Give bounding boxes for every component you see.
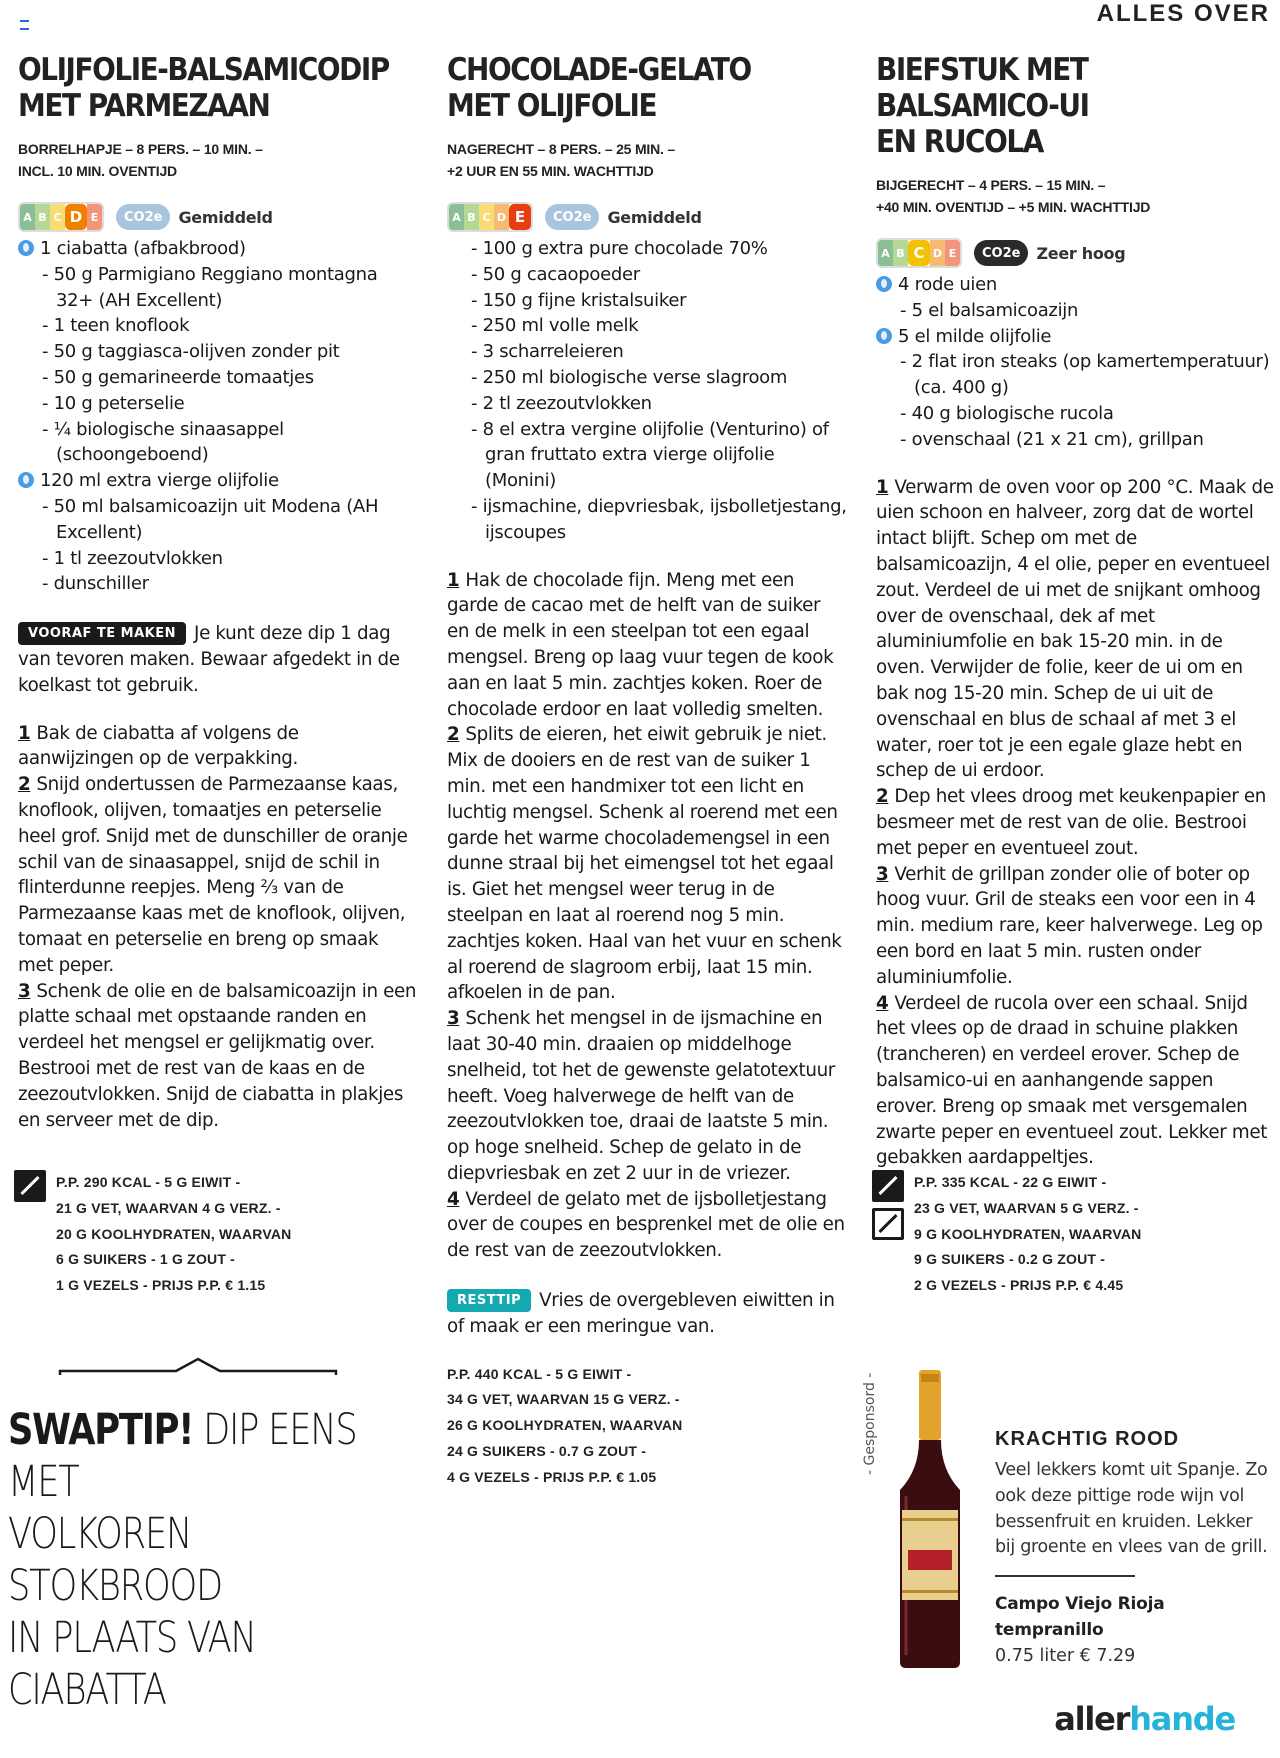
ingredient-item [876,272,1276,298]
ingredient-text: - 50 g taggiasca-olijven zonder pit [42,341,340,363]
ingredient-item [18,236,418,262]
ingredient-text: - 10 g peterselie [42,392,185,414]
nutrition-line: P.P. 290 KCAL - 5 G EIWIT - [56,1174,241,1190]
tip-badge: RESTTIP [447,1289,531,1312]
meta-line: +2 UUR EN 55 MIN. WACHTTIJD [447,163,654,179]
step-number: 2 [447,724,460,746]
tip-paragraph [447,1288,847,1340]
step-number: 1 [447,569,460,591]
step-text: Schenk het mengsel in de ijsmachine en laat 30-40 min. draaien op middelhoge snelheid, tot het de gewenste gelatotextuur heeft. Voeg halverwege de helft van de zeezoutvlokken toe, draai de laatste 5 min. op hoge snelheid. Schep de gelato in de diepvriesbak en zet 2 uur in de vriezer. [447,1008,835,1184]
step-paragraph [18,979,418,1134]
ingredient-text: - 1 tl zeezoutvlokken [42,547,223,569]
nutri-letter: B [35,204,50,230]
ingredient-item [890,401,1276,427]
nutrition-line: 23 G VET, WAARVAN 5 G VERZ. - [914,1199,1139,1216]
step-number: 4 [447,1188,460,1210]
ingredient-list [447,236,847,546]
step-text: Verwarm de oven voor op 200 °C. Maak de uien schoon en halveer, zorg dat de wortel intact blijft. Schep om met de balsamicoazijn, 4 el olie, peper en eventueel zout. Verdeel de ui met de snijkant omhoog over de ovenschaal, dek af met aluminiumfolie en bak 15-20 min. in de oven. Verwijder de folie, keer de ui om en bak nog 15-20 min. Schep de ui uit de ovenschaal en blus de schaal af met 3 el water, roer tot je een egale glaze hebt en schep de ui erdoor. [876,476,1274,782]
ingredient-item [890,349,1276,401]
ingredient-list [18,236,418,597]
ingredient-text: - ijsmachine, diepvriesbak, ijsbolletjestang, ijscoupes [471,495,847,543]
step-text: Splits de eieren, het eiwit gebruik je niet. Mix de dooiers en de rest van de suiker 1 min. met een handmixer tot een licht en luchtig mengsel. Schenk al roerend met een garde het warme chocolademengsel in een dunne straal bij het eimengsel tot het egaal is. Giet het mengsel weer terug in de steelpan en laat al roerend nog 5 min. zachtjes koken. Haal van het vuur en schenk al roerend de slagroom erbij, laat 15 min. afkoelen in de pan. [447,724,842,1004]
step-number: 3 [18,980,31,1002]
ingredient-text: - 8 el extra vergine olijfolie (Venturino) of gran fruttato extra vierge olijfolie (Monini) [471,418,829,492]
ingredient-text: - 5 el balsamicoazijn [900,299,1079,321]
step-paragraph [876,862,1276,991]
nutri-letter: A [878,240,893,266]
wine-ad [995,1426,1275,1669]
step-text: Hak de chocolade fijn. Meng met een garde de cacao met de helft van de suiker en de melk in een steelpan tot een egaal mengsel. Breng op laag vuur tegen de kook aan en laat 5 min. zachtjes koken. Roer de chocolade erdoor en laat volledig smelten. [447,569,834,720]
nutrition-info [447,1362,847,1491]
swaptip-label: SWAPTIP! [8,1405,194,1455]
nutrition-line: 9 G KOOLHYDRATEN, WAARVAN [914,1225,1142,1242]
step-number: 3 [447,1008,460,1030]
ingredient-item [461,417,847,494]
wine-bottle-icon [890,1370,970,1670]
nutri-letter: D [65,204,87,230]
nutri-letter: B [893,240,908,266]
ingredient-text: 1 ciabatta (afbakbrood) [40,238,246,259]
ingredient-text: - 250 ml volle melk [471,315,639,337]
nutri-letter: C [908,240,930,266]
step-number: 2 [876,786,889,808]
ingredient-text: - ovenschaal (21 x 21 cm), grillpan [900,428,1204,450]
nutri-letter: E [87,204,102,230]
nutrition-line: 24 G SUIKERS - 0.7 G ZOUT - [447,1443,647,1460]
step-text: Snijd ondertussen de Parmezaanse kaas, knoflook, olijven, tomaatjes en peterselie heel grof. Snijd met de dunschiller de oranje schil van de sinaasappel, snijd de schil in flinterdunne reepjes. Meng ⅔ van de Parmezaanse kaas met de knoflook, olijven, tomaat en peterselie en breng op smaak met peper. [18,774,408,976]
step-paragraph [18,772,418,978]
nutri-letter: B [464,204,479,230]
tip-badge: VOORAF TE MAKEN [18,622,186,645]
nutrition-line: 4 G VEZELS - PRIJS P.P. € 1.05 [447,1468,657,1485]
ingredient-item [32,571,418,597]
recipe-column-2 [447,52,847,1491]
recipe-column-3 [876,52,1276,1171]
water-drop-icon [876,328,892,344]
step-paragraph [447,722,847,1006]
step-number: 1 [18,722,31,744]
co2-icon: CO2e [116,204,170,230]
nutri-letter: A [20,204,35,230]
ingredient-list [876,272,1276,453]
title-line: OLIJFOLIE-BALSAMICODIP [18,52,389,88]
step-text: Verdeel de gelato met de ijsbolletjestang over de coupes en besprenkel met de olie en de rest van de zeezoutvlokken. [447,1188,845,1262]
ingredient-text: - ¼ biologische sinaasappel (schoongeboend) [42,418,284,466]
wine-divider [995,1575,1135,1577]
meta-line: NAGERECHT – 8 PERS. – 25 MIN. – [447,141,675,157]
ingredient-text: - 100 g extra pure chocolade 70% [471,238,768,259]
wine-description: Veel lekkers komt uit Spanje. Zo ook deze pittige rode wijn vol bessenfruit en kruiden. Lekker bij groente en vlees van de grill. [995,1460,1268,1558]
nutri-score-badge [18,202,104,232]
water-drop-icon [876,276,892,292]
step-paragraph [447,1006,847,1187]
ingredient-text: 120 ml extra vierge olijfolie [40,470,279,492]
meta-line: BORRELHAPJE – 8 PERS. – 10 MIN. – [18,141,263,157]
swaptip [8,1404,410,1716]
ingredient-text: - 50 g cacaopoeder [471,263,640,285]
brand-part: hande [1129,1700,1235,1738]
ingredient-text: - 3 scharreleieren [471,341,624,363]
nutri-letter: E [509,204,531,230]
nutrition-line: P.P. 335 KCAL - 22 G EIWIT - [914,1174,1107,1190]
nutrition-line: 2 G VEZELS - PRIJS P.P. € 4.45 [914,1277,1124,1294]
menu-icon [20,20,29,30]
ingredient-text: - dunschiller [42,573,149,595]
water-drop-icon [18,472,34,488]
title-line: EN RUCOLA [876,124,1043,160]
step-paragraph [447,568,847,723]
ingredient-item [32,391,418,417]
co2-level: Zeer hoog [1036,243,1126,263]
ingredient-item [32,365,418,391]
ingredient-text: - 2 tl zeezoutvlokken [471,392,652,414]
ingredient-item [461,313,847,339]
title-line: CHOCOLADE-GELATO [447,52,751,88]
ingredient-item [461,391,847,417]
ingredient-text: - 50 ml balsamicoazijn uit Modena (AH Excellent) [42,495,379,543]
co2-level: Gemiddeld [178,207,273,227]
title-line: MET OLIJFOLIE [447,88,657,124]
steps [18,721,418,1134]
nutrition-line: 20 G KOOLHYDRATEN, WAARVAN [56,1225,292,1242]
steps [876,475,1276,1172]
score-row [447,202,847,232]
score-row [18,202,418,232]
ingredient-item [890,427,1276,453]
ingredient-text: - 150 g fijne kristalsuiker [471,289,687,311]
brand-logo [1054,1700,1235,1738]
step-text: Dep het vlees droog met keukenpapier en besmeer met de rest van de olie. Bestrooi met peper en eventueel zout. [876,786,1266,859]
step-number: 3 [876,863,889,885]
sponsored-label: - Gesponsord - [862,1372,878,1475]
co2-icon: CO2e [974,240,1028,266]
ingredient-text: - 250 ml biologische verse slagroom [471,366,788,388]
nutri-letter: D [930,240,945,266]
recipe-meta [447,138,847,182]
ingredient-text: 4 rode uien [898,274,998,295]
recipe-meta [18,138,418,182]
step-text: Bak de ciabatta af volgens de aanwijzingen op de verpakking. [18,722,299,770]
nutri-score-badge [447,202,533,232]
step-text: Schenk de olie en de balsamicoazijn in een platte schaal met opstaande randen en verdeel het mengsel er gelijkmatig over. Bestrooi met de rest van de kaas en de zeezoutvlokken. Snijd de ciabatta in plakjes en serveer met de dip. [18,980,417,1131]
ingredient-text: - 40 g biologische rucola [900,402,1114,424]
section-header: ALLES OVER [1096,0,1270,27]
ingredient-item [32,494,418,546]
nutrition-line: 26 G KOOLHYDRATEN, WAARVAN [447,1417,683,1434]
ingredient-item [461,262,847,288]
vegetarian-icon [14,1170,46,1202]
ingredient-text: - 50 g Parmigiano Reggiano montagna 32+ (AH Excellent) [42,263,378,311]
ingredient-item [461,236,847,262]
ingredient-item [461,339,847,365]
ingredient-text: - 2 flat iron steaks (op kamertemperatuur) (ca. 400 g) [900,351,1270,399]
lactose-free-icon [872,1208,904,1240]
recipe-column-1 [18,52,418,1133]
nutrition-line: 34 G VET, WAARVAN 15 G VERZ. - [447,1391,680,1408]
ingredient-text: 5 el milde olijfolie [898,325,1052,347]
ingredient-item [32,417,418,469]
brand-part: aller [1054,1700,1130,1738]
ingredient-item [18,468,418,494]
ingredient-item [890,298,1276,324]
swaptip-line: VOLKOREN STOKBROOD [8,1509,222,1611]
step-paragraph [447,1187,847,1264]
step-number: 1 [876,476,889,498]
step-paragraph [18,721,418,773]
nutri-letter: D [494,204,509,230]
ingredient-item [32,262,418,314]
step-paragraph [876,991,1276,1172]
ingredient-text: - 50 g gemarineerde tomaatjes [42,366,314,388]
ingredient-item [32,339,418,365]
steps [447,568,847,1265]
nutrition-line: 21 G VET, WAARVAN 4 G VERZ. - [56,1199,281,1216]
swaptip-line: IN PLAATS VAN CIABATTA [8,1613,256,1715]
step-paragraph [876,784,1276,861]
step-number: 4 [876,992,889,1014]
tip-text: Vries de overgebleven eiwitten in of maak er een meringue van. [447,1290,835,1337]
gluten-free-icon [872,1170,904,1202]
ingredient-item [876,324,1276,350]
wine-price: 0.75 liter € 7.29 [995,1646,1136,1667]
nutrition-info [56,1170,291,1299]
ingredient-item [461,288,847,314]
ingredient-item [32,546,418,572]
step-text: Verdeel de rucola over een schaal. Snijd het vlees op de draad in schuine plakken (trancheren) en verdeel erover. Schep de balsamico-ui en aanhangende sappen erover. Breng op smaak met versgemalen zwarte peper en eventueel zout. Lekker met gebakken aardappeltjes. [876,992,1268,1169]
meta-line: +40 MIN. OVENTIJD – +5 MIN. WACHTTIJD [876,199,1151,215]
meta-line: BIJGERECHT – 4 PERS. – 15 MIN. – [876,177,1106,193]
step-paragraph [876,475,1276,785]
ingredient-item [461,365,847,391]
nutri-letter: E [945,240,960,266]
nutri-letter: C [479,204,494,230]
nutrition-line: 9 G SUIKERS - 0.2 G ZOUT - [914,1251,1106,1268]
co2-icon: CO2e [545,204,599,230]
nutrition-block-3 [872,1170,1141,1299]
step-text: Verhit de grillpan zonder olie of boter op hoog vuur. Gril de steaks een voor een in 4 min. medium rare, keer halverwege. Leg op een bord en laat 5 min. rusten onder aluminiumfolie. [876,863,1263,988]
title-line: MET PARMEZAAN [18,88,270,124]
water-drop-icon [18,240,34,256]
nutrition-info [914,1170,1141,1299]
nutrition-line: 6 G SUIKERS - 1 G ZOUT - [56,1251,236,1268]
nutri-letter: A [449,204,464,230]
nutri-score-badge [876,238,962,268]
ingredient-item [461,494,847,546]
recipe-meta [876,174,1276,218]
swaptip-line: DIP EENS MET [8,1405,357,1507]
recipe-title [876,52,1272,160]
swaptip-divider-icon [58,1355,338,1377]
step-number: 2 [18,774,31,796]
title-line: BIEFSTUK MET BALSAMICO-UI [876,52,1089,124]
wine-heading: KRACHTIG ROOD [995,1428,1180,1450]
ingredient-text: - 1 teen knoflook [42,315,190,337]
nutri-letter: C [50,204,65,230]
score-row [876,238,1276,268]
tip-text: Je kunt deze dip 1 dag van tevoren maken. Bewaar afgedekt in de koelkast tot gebruik. [18,623,400,696]
diet-icons [14,1170,46,1299]
nutrition-line: 1 G VEZELS - PRIJS P.P. € 1.15 [56,1277,266,1294]
meta-line: INCL. 10 MIN. OVENTIJD [18,163,177,179]
wine-product: Campo Viejo Rioja tempranillo [995,1594,1165,1641]
recipe-title [18,52,414,124]
nutrition-line: P.P. 440 KCAL - 5 G EIWIT - [447,1365,632,1382]
nutrition-block-1 [14,1170,291,1299]
recipe-title [447,52,843,124]
ingredient-item [32,313,418,339]
co2-level: Gemiddeld [607,207,702,227]
tip-paragraph [18,621,418,698]
diet-icons [872,1170,904,1299]
